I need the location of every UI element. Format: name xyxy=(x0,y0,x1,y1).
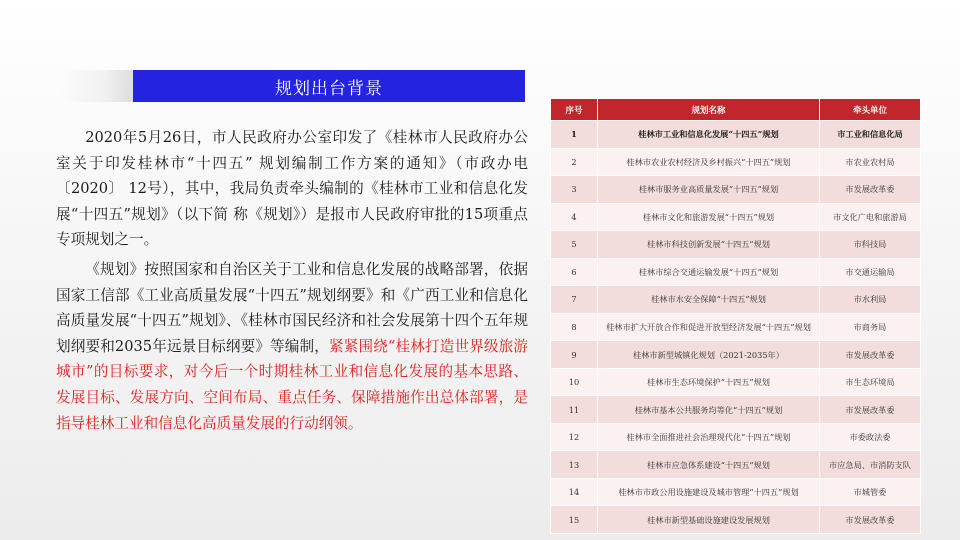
cell-no: 3 xyxy=(551,176,598,204)
header-plan-name: 规划名称 xyxy=(598,99,820,121)
table-row xyxy=(551,396,921,424)
table-row xyxy=(551,341,921,369)
cell-lead-unit: 市城管委 xyxy=(820,478,921,506)
cell-no: 11 xyxy=(551,396,598,424)
table-row xyxy=(551,506,921,534)
table-row xyxy=(551,176,921,204)
plans-table xyxy=(550,98,921,534)
table-row xyxy=(551,313,921,341)
cell-lead-unit: 市应急局、市消防支队 xyxy=(820,451,921,479)
cell-lead-unit: 市商务局 xyxy=(820,313,921,341)
cell-no: 8 xyxy=(551,313,598,341)
cell-lead-unit: 市工业和信息化局 xyxy=(820,121,921,149)
cell-no: 10 xyxy=(551,368,598,396)
body-text xyxy=(56,125,528,440)
cell-lead-unit: 市交通运输局 xyxy=(820,258,921,286)
cell-lead-unit: 市发展改革委 xyxy=(820,506,921,534)
cell-no: 5 xyxy=(551,231,598,259)
cell-lead-unit: 市发展改革委 xyxy=(820,396,921,424)
cell-no: 12 xyxy=(551,423,598,451)
cell-plan-name: 桂林市生态环境保护“十四五”规划 xyxy=(598,368,820,396)
header-lead-unit: 牵头单位 xyxy=(820,99,921,121)
cell-no: 6 xyxy=(551,258,598,286)
cell-plan-name: 桂林市工业和信息化发展“十四五”规划 xyxy=(598,121,820,149)
section-title: 规划出台背景 xyxy=(133,70,525,102)
cell-plan-name: 桂林市服务业高质量发展“十四五”规划 xyxy=(598,176,820,204)
header-no: 序号 xyxy=(551,99,598,121)
table-header-row xyxy=(551,99,921,121)
cell-plan-name: 桂林市新型城镇化规划（2021-2035年） xyxy=(598,341,820,369)
cell-no: 9 xyxy=(551,341,598,369)
cell-no: 1 xyxy=(551,121,598,149)
cell-plan-name: 桂林市基本公共服务均等化“十四五”规划 xyxy=(598,396,820,424)
cell-lead-unit: 市科技局 xyxy=(820,231,921,259)
cell-plan-name: 桂林市水安全保障“十四五”规划 xyxy=(598,286,820,314)
cell-lead-unit: 市发展改革委 xyxy=(820,176,921,204)
cell-lead-unit: 市农业农村局 xyxy=(820,148,921,176)
table-row xyxy=(551,203,921,231)
table-row xyxy=(551,121,921,149)
cell-lead-unit: 市委政法委 xyxy=(820,423,921,451)
paragraph-text: 《规划》按照国家和自治区关于工业和信息化发展的战略部署，依据国家工信部《工业高质量发展“十四五”规划纲要》和《广西工业和信息化高质量发展“十四五”规划》、《桂林市国民经济和社会发展第十四个五年规划纲要和2035年远景目标纲要》等编制， xyxy=(56,260,528,355)
table-row xyxy=(551,423,921,451)
cell-plan-name: 桂林市综合交通运输发展“十四五”规划 xyxy=(598,258,820,286)
cell-plan-name: 桂林市应急体系建设“十四五”规划 xyxy=(598,451,820,479)
table-row xyxy=(551,148,921,176)
cell-no: 4 xyxy=(551,203,598,231)
table-row xyxy=(551,286,921,314)
cell-lead-unit: 市文化广电和旅游局 xyxy=(820,203,921,231)
cell-plan-name: 桂林市扩大开放合作和促进开放型经济发展“十四五”规划 xyxy=(598,313,820,341)
cell-no: 7 xyxy=(551,286,598,314)
paragraph xyxy=(56,125,528,253)
highlighted-text: 紧紧围绕“桂林打造世界级旅游城市”的目标要求，对今后一个时期桂林工业和信息化发展的基本思路、发展目标、发展方向、空间布局、重点任务、保障措施作出总体部署，是指导桂林工业和信息化高质量发展的行动纲领。 xyxy=(56,337,528,432)
cell-no: 13 xyxy=(551,451,598,479)
cell-no: 14 xyxy=(551,478,598,506)
cell-plan-name: 桂林市科技创新发展“十四五”规划 xyxy=(598,231,820,259)
plans-table-wrapper xyxy=(550,98,920,534)
table-row xyxy=(551,258,921,286)
cell-plan-name: 桂林市市政公用设施建设及城市管理“十四五”规划 xyxy=(598,478,820,506)
cell-no: 15 xyxy=(551,506,598,534)
cell-lead-unit: 市水利局 xyxy=(820,286,921,314)
cell-plan-name: 桂林市全面推进社会治理现代化“十四五”规划 xyxy=(598,423,820,451)
cell-plan-name: 桂林市农业农村经济及乡村振兴“十四五”规划 xyxy=(598,148,820,176)
paragraph xyxy=(56,257,528,436)
cell-plan-name: 桂林市文化和旅游发展“十四五”规划 xyxy=(598,203,820,231)
table-row xyxy=(551,231,921,259)
cell-lead-unit: 市发展改革委 xyxy=(820,341,921,369)
table-row xyxy=(551,451,921,479)
cell-lead-unit: 市生态环境局 xyxy=(820,368,921,396)
table-row xyxy=(551,368,921,396)
title-banner-fade xyxy=(60,70,134,102)
table-row xyxy=(551,478,921,506)
paragraph-text: 2020年5月26日，市人民政府办公室印发了《桂林市人民政府办公室关于印发桂林市“十四五” 规划编制工作方案的通知》（市政办电〔2020〕 12号），其中，我局负责牵头编制的《桂林市工业和信息化发展“十四五”规划》（以下简 称《规划》）是报市人民政府审批的15项重点专项规划之一。 xyxy=(56,129,528,249)
cell-plan-name: 桂林市新型基础设施建设发展规划 xyxy=(598,506,820,534)
cell-no: 2 xyxy=(551,148,598,176)
